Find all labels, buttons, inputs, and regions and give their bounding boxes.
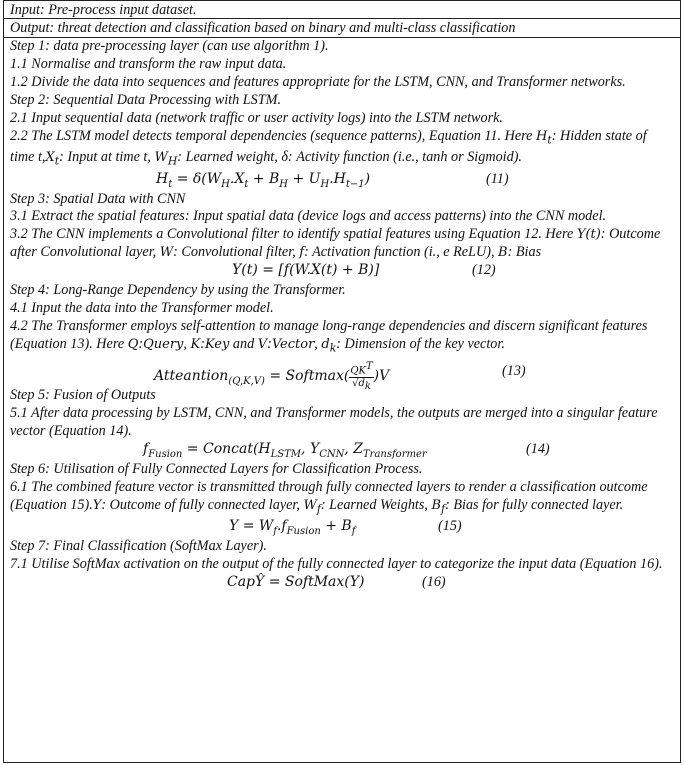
step-3-heading: Step 3: Spatial Data with CNN xyxy=(10,190,186,207)
equation-number-13: (13) xyxy=(502,363,526,380)
step-1-1: 1.1 Normalise and transform the raw input data. xyxy=(10,55,287,72)
equation-number-14: (14) xyxy=(526,441,550,458)
step-4-heading: Step 4: Long-Range Dependency by using the Transformer. xyxy=(10,282,346,299)
steps-body xyxy=(3,38,681,763)
step-3-2: 3.2 The CNN implements a Convolutional filter to identify spatial features using Equation 12. Here Y(t): Outcome after Convolutional layer, W: Convolutional filter, f: Activation function (i., e ReLU), B: Bias xyxy=(10,226,661,261)
step-4-1: 4.1 Input the data into the Transformer model. xyxy=(10,300,274,317)
output-text: Output: threat detection and classification based on binary and multi-class classification xyxy=(10,20,516,36)
equation-14: $f_{Fusion}$ = $Concat(H_{LSTM}$, $Y_{CNN}$, $Z_{Transformer}$ (14) xyxy=(143,441,550,460)
input-text: Input: Pre-process input dataset. xyxy=(10,2,197,18)
equation-13: Atteantion$_{(Q,K,V)}$ = Softmax( $\frac{QK^T}{√d_k}$ )V (13) xyxy=(154,361,526,392)
step-4-2: 4.2 The Transformer employs self-attention to manage long-range dependencies and discern significant features (Equation 13). Here Q:Query, K:Key and V:Vector, $d_k$: Dimension of the key vector. xyxy=(10,317,648,355)
step-6-1: 6.1 The combined feature vector is transmitted through fully connected layers to render a classification outcome (Equation 15).Y: Outcome of fully connected layer, $W_f$: Learned Weights, $B_f$: Bias for fully connected layer. xyxy=(10,479,648,516)
equation-15: $Y = W_f.f_{Fusion} + B_f$ (15) xyxy=(229,518,462,538)
equation-16: CapŶ = SoftMax(Y) (16) xyxy=(227,574,446,591)
equation-12: Y(t) = [f(W.X(t) + B)] (12) xyxy=(232,262,496,279)
equation-11: $H_t = \delta(W_H.X_t + B_H + U_H.H_{t-1})$ (11) xyxy=(156,170,509,190)
step-3-1: 3.1 Extract the spatial features: Input spatial data (device logs and access patterns) into the CNN model. xyxy=(10,208,607,225)
step-7-1: 7.1 Utilise SoftMax activation on the output of the fully connected layer to categorize the input data (Equation 16). xyxy=(10,556,663,573)
equation-number-12: (12) xyxy=(472,262,496,279)
equation-number-16: (16) xyxy=(422,574,446,591)
step-5-1: 5.1 After data processing by LSTM, CNN, and Transformer models, the outputs are merged into a singular feature vector (Equation 14). xyxy=(10,405,658,440)
equation-number-15: (15) xyxy=(438,518,462,535)
step-5-heading: Step 5: Fusion of Outputs xyxy=(10,387,156,404)
step-2-2: 2.2 The LSTM model detects temporal dependencies (sequence patterns), Equation 11. Here $H_t$: Hidden state of time $t,X_t$: Input at time t, $W_H$: Learned weight, δ: Activity function (i.e., tanh or Sigmoid). xyxy=(10,127,647,168)
step-1-heading: Step 1: data pre-processing layer (can use algorithm 1). xyxy=(10,38,329,54)
step-7-heading: Step 7: Final Classification (SoftMax Layer). xyxy=(10,538,267,555)
step-1-2: 1.2 Divide the data into sequences and features appropriate for the LSTM, CNN, and Transformer networks. xyxy=(10,73,626,90)
step-2-1: 2.1 Input sequential data (network traffic or user activity logs) into the LSTM network. xyxy=(10,109,503,126)
input-row xyxy=(3,0,681,19)
equation-number-11: (11) xyxy=(486,170,509,187)
step-6-heading: Step 6: Utilisation of Fully Connected Layers for Classification Process. xyxy=(10,461,423,478)
step-2-heading: Step 2: Sequential Data Processing with LSTM. xyxy=(10,91,281,108)
output-row xyxy=(3,19,681,38)
algorithm-box xyxy=(3,0,681,763)
